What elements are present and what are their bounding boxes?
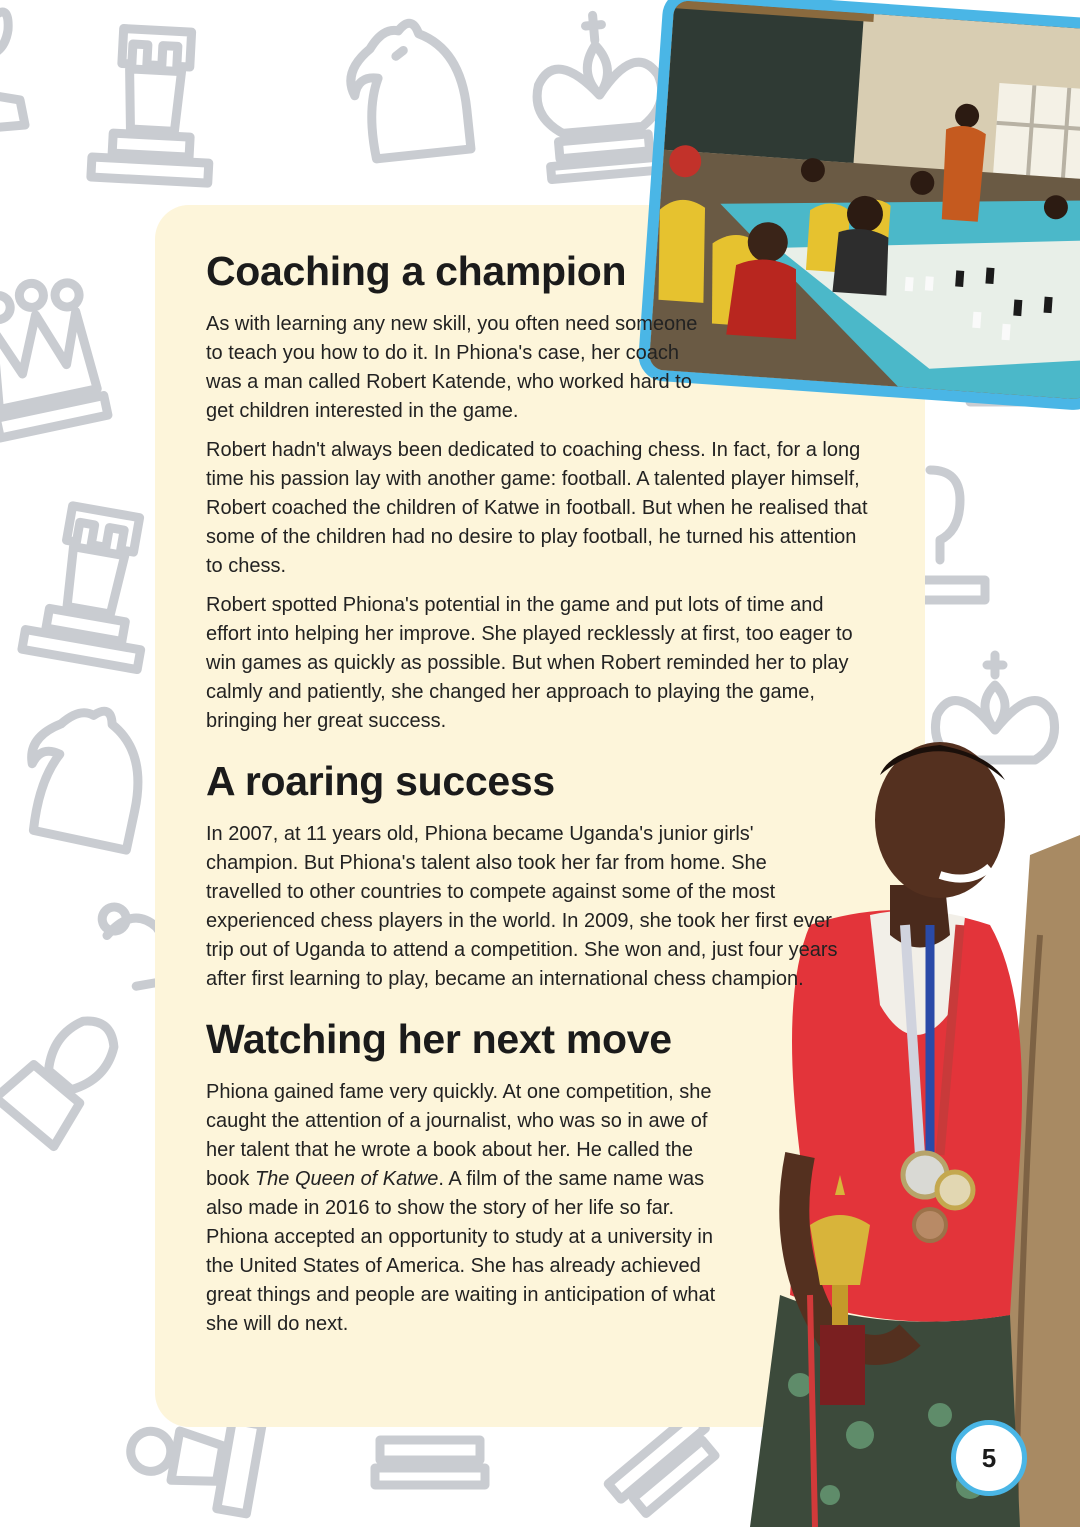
paragraph-text: Phiona gained fame very quickly. At one competition, she caught the attention of a journalist, who was so in awe of her talent that he wrote a book about her. He called the book [206, 1081, 712, 1190]
paragraph [206, 1078, 736, 1339]
heading-a-roaring-success: A roaring success [206, 758, 555, 804]
paragraph: Robert hadn't always been dedicated to coaching chess. In fact, for a long time his passion lay with another game: football. A talented player himself, Robert coached the children of Katwe in football. But when he realised that some of the children had no desire to play football, he turned his attention to chess. [206, 439, 868, 577]
rook-icon [22, 502, 163, 670]
heading-watching-her-next-move: Watching her next move [206, 1016, 672, 1062]
heading-coaching-a-champion: Coaching a champion [206, 248, 627, 294]
paragraph: As with learning any new skill, you often need someone to teach you how to do it. In Phiona's case, her coach was a man called Robert Katende, who worked hard to get children interested in the game. [206, 313, 698, 422]
knight-icon [345, 18, 471, 160]
rook-icon [608, 1413, 722, 1520]
pawn-icon [920, 470, 985, 600]
page-number: 5 [951, 1420, 1027, 1496]
king-icon [375, 1420, 485, 1485]
knight-icon [16, 698, 153, 850]
paragraph: In 2007, at 11 years old, Phiona became Uganda's junior girls' champion. But Phiona's talent also took her far from home. She travelled to other countries to compete against some of the most experienced chess players in the world. In 2009, she took her first ever trip out of Uganda to attend a competition. She won and, just four years after first learning to play, became an international chess champion. [206, 823, 838, 990]
queen-icon [0, 273, 108, 438]
pawn-icon [0, 12, 25, 128]
book-title: The Queen of Katwe [254, 1168, 439, 1190]
paragraph: Robert spotted Phiona's potential in the game and put lots of time and effort into helping her improve. She played recklessly at first, too eager to win games as quickly as possible. But when Robert reminded her to play calmly and patiently, she changed her approach to playing the game, bringing her great success. [206, 594, 853, 732]
king-icon [530, 10, 668, 180]
paragraph-text: . A film of the same name was also made in 2016 to show the story of her life so far. Phiona accepted an opportunity to study at a university in the United States of America. She has already achieved great things and people are waiting in anticipation of what she will do next. [206, 1168, 716, 1335]
bishop-icon [0, 1002, 134, 1147]
article [206, 246, 886, 1349]
rook-icon [91, 27, 216, 183]
